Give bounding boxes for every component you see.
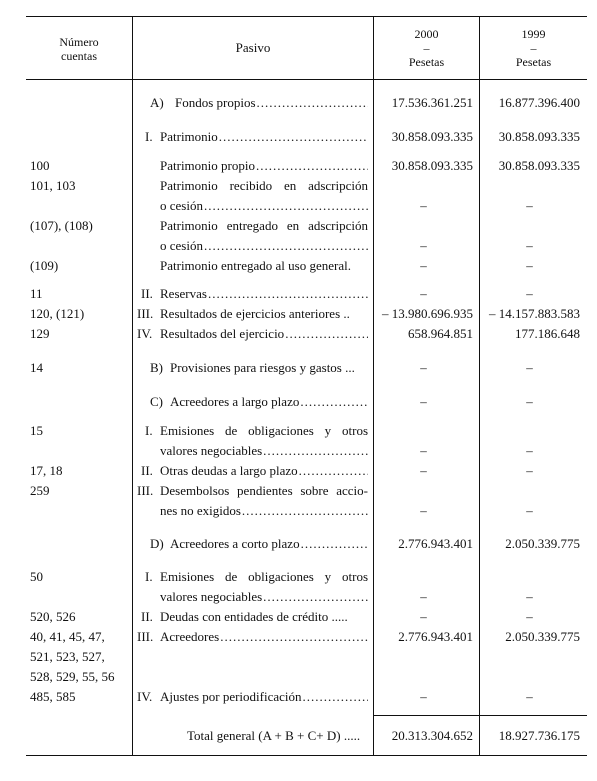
row-485-label: Ajustes por periodificación ..... (160, 687, 368, 707)
row-15-2000: – (420, 443, 427, 458)
row-C-label: Acreedores a largo plazo ..... (170, 392, 368, 412)
row-100-label: Patrimonio propio ..... (160, 156, 368, 176)
row-AI-1999: 30.858.093.335 (498, 129, 580, 144)
row-40-account-line1: 40, 41, 45, 47, (30, 629, 105, 644)
row-120-label: Resultados de ejercicios anteriores .. (160, 306, 350, 321)
row-11-prefix: II. (141, 286, 153, 301)
row-101-2000: – (420, 198, 427, 213)
row-109-2000: – (420, 258, 427, 273)
row-B-account: 14 (30, 360, 43, 375)
row-40-account-line3: 528, 529, 55, 56 (30, 669, 115, 684)
row-101-1999: – (526, 198, 533, 213)
row-129-label: Resultados del ejercicio ..... (160, 324, 368, 344)
row-129-2000: 658.964.851 (408, 326, 473, 341)
row-259-1999: – (526, 503, 533, 518)
row-101-account: 101, 103 (30, 178, 76, 193)
row-107-label-line1: Patrimonio entregado en adscripción (160, 218, 368, 233)
row-B-label: Provisiones para riesgos y gastos ... (170, 360, 355, 375)
header-bottom-border (26, 79, 587, 80)
row-B-1999: – (526, 360, 533, 375)
total-separator-1999 (480, 715, 587, 716)
row-109-1999: – (526, 258, 533, 273)
row-485-prefix: IV. (137, 689, 153, 704)
row-D-label: Acreedores a corto plazo ..... (170, 534, 368, 554)
row-11-2000: – (420, 286, 427, 301)
header-2000 (374, 27, 479, 69)
row-17-1999: – (526, 463, 533, 478)
row-109-label: Patrimonio entregado al uso general. (160, 258, 351, 273)
row-15-prefix: I. (145, 423, 153, 438)
row-120-prefix: III. (137, 306, 154, 321)
row-D-1999: 2.050.339.775 (505, 536, 580, 551)
row-120-1999: – 14.157.883.583 (489, 306, 580, 321)
row-C-prefix: C) (150, 394, 163, 409)
total-separator-2000 (374, 715, 480, 716)
row-107-account: (107), (108) (30, 218, 93, 233)
row-40-label: Acreedores ..... (160, 627, 368, 647)
row-15-account: 15 (30, 423, 43, 438)
header-accounts-line1: Número (59, 35, 99, 49)
row-100-2000: 30.858.093.335 (391, 158, 473, 173)
row-50-2000: – (420, 589, 427, 604)
row-107-label-line2: o cesión ..... (160, 236, 368, 256)
row-15-label-line2: valores negociables ..... (160, 441, 368, 461)
row-40-prefix: III. (137, 629, 154, 644)
row-50-label-line1: Emisiones de obligaciones y otros (160, 569, 368, 584)
row-A-2000: 17.536.361.251 (391, 95, 473, 110)
header-2000-dash: – (423, 41, 430, 55)
row-40-2000: 2.776.943.401 (398, 629, 473, 644)
row-129-prefix: IV. (137, 326, 153, 341)
row-259-label-line2: nes no exigidos ..... (160, 501, 368, 521)
row-259-label-line1: Desembolsos pendientes sobre accio- (160, 483, 368, 498)
row-D-prefix: D) (150, 536, 164, 551)
row-C-1999: – (526, 394, 533, 409)
row-11-account: 11 (30, 286, 43, 301)
row-B-prefix: B) (150, 360, 163, 375)
row-AI-label: Patrimonio ..... (160, 127, 368, 147)
total-1999: 18.927.736.175 (498, 728, 580, 743)
row-101-label-line2: o cesión ..... (160, 196, 368, 216)
row-107-2000: – (420, 238, 427, 253)
row-520-account: 520, 526 (30, 609, 76, 624)
header-2000-year: 2000 (414, 27, 439, 41)
row-50-prefix: I. (145, 569, 153, 584)
row-15-label-line1: Emisiones de obligaciones y otros (160, 423, 368, 438)
row-AI-prefix: I. (145, 129, 153, 144)
row-259-prefix: III. (137, 483, 154, 498)
row-120-2000: – 13.980.696.935 (382, 306, 473, 321)
row-40-1999: 2.050.339.775 (505, 629, 580, 644)
header-1999-unit: Pesetas (515, 55, 552, 69)
total-2000: 20.313.304.652 (391, 728, 473, 743)
row-11-1999: – (526, 286, 533, 301)
row-259-2000: – (420, 503, 427, 518)
row-520-label: Deudas con entidades de crédito ..... (160, 609, 348, 624)
row-50-label-line2: valores negociables ..... (160, 587, 368, 607)
row-A-prefix: A) (150, 95, 164, 110)
row-A-label: Fondos propios ..... (175, 93, 368, 113)
top-border (26, 16, 587, 17)
total-label: Total general (A + B + C+ D) ..... (187, 728, 361, 743)
header-accounts (26, 35, 132, 63)
bottom-border (26, 755, 587, 756)
row-50-1999: – (526, 589, 533, 604)
row-100-account: 100 (30, 158, 50, 173)
header-2000-unit: Pesetas (408, 55, 445, 69)
row-485-account: 485, 585 (30, 689, 76, 704)
header-1999-dash: – (530, 41, 537, 55)
row-11-label: Reservas ..... (160, 284, 368, 304)
row-A-1999: 16.877.396.400 (498, 95, 580, 110)
row-109-account: (109) (30, 258, 59, 273)
row-17-prefix: II. (141, 463, 153, 478)
row-101-label-line1: Patrimonio recibido en adscripción (160, 178, 368, 193)
row-100-1999: 30.858.093.335 (498, 158, 580, 173)
row-40-account-line2: 521, 523, 527, (30, 649, 105, 664)
row-520-prefix: II. (141, 609, 153, 624)
row-485-2000: – (420, 689, 427, 704)
row-129-1999: 177.186.648 (515, 326, 580, 341)
row-17-account: 17, 18 (30, 463, 63, 478)
row-C-2000: – (420, 394, 427, 409)
row-15-1999: – (526, 443, 533, 458)
row-129-account: 129 (30, 326, 50, 341)
row-50-account: 50 (30, 569, 43, 584)
row-17-label: Otras deudas a largo plazo ..... (160, 461, 368, 481)
header-1999-year: 1999 (521, 27, 546, 41)
row-17-2000: – (420, 463, 427, 478)
row-520-2000: – (420, 609, 427, 624)
header-1999 (480, 27, 587, 69)
row-485-1999: – (526, 689, 533, 704)
row-B-2000: – (420, 360, 427, 375)
header-description (133, 41, 373, 55)
header-description-label: Pasivo (235, 40, 271, 55)
row-D-2000: 2.776.943.401 (398, 536, 473, 551)
row-520-1999: – (526, 609, 533, 624)
header-accounts-line2: cuentas (61, 49, 97, 63)
row-259-account: 259 (30, 483, 50, 498)
row-107-1999: – (526, 238, 533, 253)
row-AI-2000: 30.858.093.335 (391, 129, 473, 144)
row-120-account: 120, (121) (30, 306, 85, 321)
column-divider-1 (132, 16, 133, 756)
